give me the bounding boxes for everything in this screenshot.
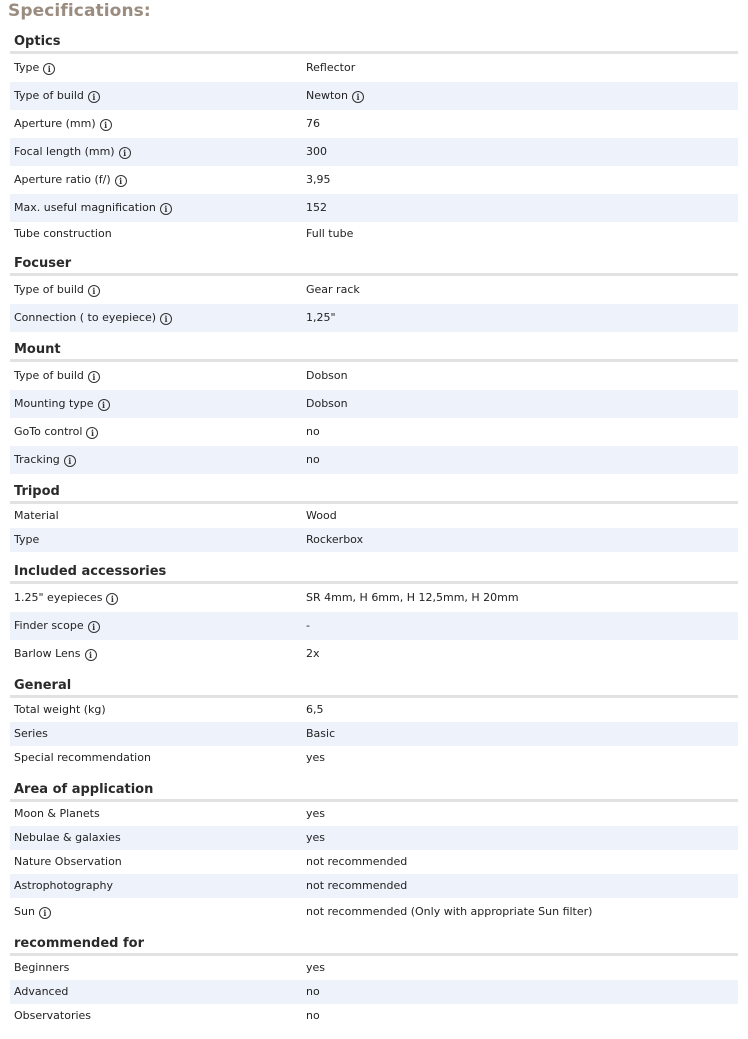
row-value	[306, 850, 407, 874]
row-value	[306, 528, 363, 552]
row-label	[14, 504, 59, 528]
row-value	[306, 110, 320, 138]
row-value	[306, 138, 327, 166]
info-icon[interactable]: i	[106, 593, 118, 605]
row-value-text: Newton	[306, 89, 349, 102]
row-value	[306, 722, 335, 746]
row-label-text: Nature Observation	[14, 855, 122, 868]
row-value	[306, 802, 325, 826]
info-icon[interactable]: i	[98, 399, 110, 411]
section-title: General	[14, 678, 72, 693]
row-value-text: Gear rack	[306, 283, 360, 296]
info-icon[interactable]: i	[119, 147, 131, 159]
section-focuser	[10, 246, 738, 332]
table-row	[10, 54, 738, 82]
row-label-text: Type	[14, 533, 40, 546]
info-icon[interactable]: i	[100, 119, 112, 131]
row-label-text: Aperture ratio (f/)	[14, 173, 111, 186]
table-row	[10, 956, 738, 980]
row-label	[14, 874, 113, 898]
table-row	[10, 1004, 738, 1028]
row-value	[306, 276, 360, 304]
row-value	[306, 746, 325, 770]
info-icon[interactable]: i	[160, 313, 172, 325]
table-row	[10, 612, 738, 640]
row-value-text: Dobson	[306, 369, 348, 382]
row-label	[14, 898, 51, 926]
row-label-text: Type of build	[14, 89, 84, 102]
row-label-text: Max. useful magnification	[14, 201, 156, 214]
section-area-of-application	[10, 770, 738, 926]
row-value	[306, 612, 310, 640]
row-value	[306, 584, 519, 612]
table-row	[10, 898, 738, 926]
section-header	[10, 246, 738, 276]
table-row	[10, 362, 738, 390]
row-label-text: Tracking	[14, 453, 60, 466]
row-value-text: 76	[306, 117, 320, 130]
section-general	[10, 668, 738, 770]
row-label	[14, 826, 121, 850]
row-label-text: Advanced	[14, 985, 69, 998]
section-mount	[10, 332, 738, 474]
section-header	[10, 32, 738, 54]
row-value-text: 152	[306, 201, 327, 214]
row-label	[14, 528, 39, 552]
section-header	[10, 474, 738, 504]
row-value-text: no	[306, 453, 320, 466]
row-value-text: 300	[306, 145, 327, 158]
row-value-text: Wood	[306, 509, 337, 522]
row-label-text: Connection ( to eyepiece)	[14, 311, 157, 324]
table-row	[10, 390, 738, 418]
row-value	[306, 362, 348, 390]
table-row	[10, 850, 738, 874]
row-value-text: 1,25"	[306, 311, 336, 324]
row-value-text: Basic	[306, 727, 336, 740]
row-label-text: Focal length (mm)	[14, 145, 115, 158]
row-value-text: yes	[306, 807, 326, 820]
row-value	[306, 418, 320, 446]
table-row	[10, 722, 738, 746]
row-label	[14, 166, 127, 194]
row-label-text: Aperture (mm)	[14, 117, 96, 130]
row-value-text: Rockerbox	[306, 533, 364, 546]
table-row	[10, 446, 738, 474]
row-value	[306, 446, 320, 474]
row-value	[306, 640, 320, 668]
row-value-text: 6,5	[306, 703, 324, 716]
row-value	[306, 82, 364, 110]
row-label-text: Total weight (kg)	[14, 703, 106, 716]
info-icon[interactable]: i	[64, 455, 76, 467]
row-label	[14, 980, 68, 1004]
row-value	[306, 1004, 320, 1028]
row-value-text: 3,95	[306, 173, 331, 186]
row-value-text: 2x	[306, 647, 320, 660]
row-label-text: Sun	[14, 905, 35, 918]
row-label	[14, 802, 100, 826]
row-label	[14, 446, 76, 474]
row-label	[14, 54, 55, 82]
table-row	[10, 640, 738, 668]
info-icon[interactable]: i	[115, 175, 127, 187]
row-label	[14, 418, 98, 446]
table-row	[10, 82, 738, 110]
row-value	[306, 194, 327, 222]
row-label	[14, 304, 172, 332]
section-header	[10, 770, 738, 802]
row-label-text: Observatories	[14, 1009, 92, 1022]
row-value	[306, 698, 324, 722]
row-value	[306, 304, 336, 332]
info-icon[interactable]: i	[39, 907, 51, 919]
section-title: Tripod	[14, 484, 60, 499]
row-label-text: Type	[14, 61, 40, 74]
section-header	[10, 926, 738, 956]
row-label	[14, 222, 112, 246]
row-label	[14, 722, 48, 746]
section-header	[10, 668, 738, 698]
row-value-text: Full tube	[306, 227, 354, 240]
row-value	[306, 166, 331, 194]
table-row	[10, 698, 738, 722]
row-value-text: yes	[306, 961, 326, 974]
section-title: Included accessories	[14, 564, 167, 579]
row-value-text: no	[306, 425, 320, 438]
section-title: Focuser	[14, 256, 72, 271]
info-icon[interactable]: i	[88, 371, 100, 383]
section-title: recommended for	[14, 936, 144, 951]
row-label-text: Finder scope	[14, 619, 84, 632]
section-recommended-for	[10, 926, 738, 1028]
section-title: Mount	[14, 342, 61, 357]
table-row	[10, 980, 738, 1004]
table-row	[10, 166, 738, 194]
row-label-text: 1.25" eyepieces	[14, 591, 103, 604]
row-label	[14, 390, 110, 418]
row-label-text: Astrophotography	[14, 879, 114, 892]
row-label-text: Series	[14, 727, 48, 740]
table-row	[10, 874, 738, 898]
section-title: Optics	[14, 34, 61, 49]
table-row	[10, 584, 738, 612]
section-tripod	[10, 474, 738, 552]
info-icon[interactable]: i	[88, 285, 100, 297]
info-icon[interactable]: i	[352, 91, 364, 103]
table-row	[10, 504, 738, 528]
row-value-text: yes	[306, 831, 326, 844]
section-header	[10, 552, 738, 584]
table-row	[10, 746, 738, 770]
section-title: Area of application	[14, 782, 154, 797]
row-value-text: Reflector	[306, 61, 356, 74]
page-title: Specifications:	[8, 1, 151, 21]
row-value	[306, 222, 353, 246]
row-value	[306, 54, 355, 82]
row-label-text: Mounting type	[14, 397, 94, 410]
row-value-text: not recommended	[306, 879, 408, 892]
row-value	[306, 898, 592, 926]
row-label-text: Beginners	[14, 961, 70, 974]
section-header	[10, 332, 738, 362]
row-label	[14, 746, 151, 770]
row-value	[306, 504, 337, 528]
row-value	[306, 390, 348, 418]
row-label-text: Special recommendation	[14, 751, 151, 764]
row-label	[14, 956, 69, 980]
info-icon[interactable]: i	[43, 63, 55, 75]
row-value-text: not recommended (Only with appropriate Sun filter)	[306, 905, 593, 918]
row-label	[14, 194, 172, 222]
info-icon[interactable]: i	[88, 91, 100, 103]
info-icon[interactable]: i	[88, 621, 100, 633]
table-row	[10, 418, 738, 446]
section-included-accessories	[10, 552, 738, 668]
table-row	[10, 194, 738, 222]
row-label-text: Type of build	[14, 369, 84, 382]
row-value-text: no	[306, 985, 320, 998]
row-value-text: Dobson	[306, 397, 348, 410]
row-label	[14, 362, 100, 390]
table-row	[10, 304, 738, 332]
row-label	[14, 276, 100, 304]
row-label-text: Tube construction	[14, 227, 112, 240]
row-label	[14, 850, 122, 874]
row-value	[306, 980, 320, 1004]
info-icon[interactable]: i	[85, 649, 97, 661]
row-label	[14, 138, 131, 166]
row-label	[14, 110, 112, 138]
table-row	[10, 138, 738, 166]
row-label	[14, 584, 118, 612]
table-row	[10, 802, 738, 826]
row-value	[306, 956, 325, 980]
table-row	[10, 276, 738, 304]
row-label-text: Moon & Planets	[14, 807, 100, 820]
row-value-text: SR 4mm, H 6mm, H 12,5mm, H 20mm	[306, 591, 519, 604]
row-value	[306, 826, 325, 850]
row-label	[14, 640, 97, 668]
row-value-text: not recommended	[306, 855, 408, 868]
row-label-text: Material	[14, 509, 59, 522]
row-label	[14, 1004, 91, 1028]
table-row	[10, 826, 738, 850]
table-row	[10, 110, 738, 138]
row-label	[14, 612, 100, 640]
row-label-text: Type of build	[14, 283, 84, 296]
table-row	[10, 222, 738, 246]
info-icon[interactable]: i	[86, 427, 98, 439]
row-label-text: GoTo control	[14, 425, 83, 438]
row-value-text: yes	[306, 751, 326, 764]
row-label	[14, 82, 100, 110]
row-label	[14, 698, 106, 722]
row-label-text: Barlow Lens	[14, 647, 81, 660]
row-value-text: no	[306, 1009, 320, 1022]
row-label-text: Nebulae & galaxies	[14, 831, 121, 844]
info-icon[interactable]: i	[160, 203, 172, 215]
row-value-text: -	[306, 619, 310, 632]
section-optics	[10, 32, 738, 246]
specifications-table	[10, 32, 738, 1028]
table-row	[10, 528, 738, 552]
row-value	[306, 874, 407, 898]
